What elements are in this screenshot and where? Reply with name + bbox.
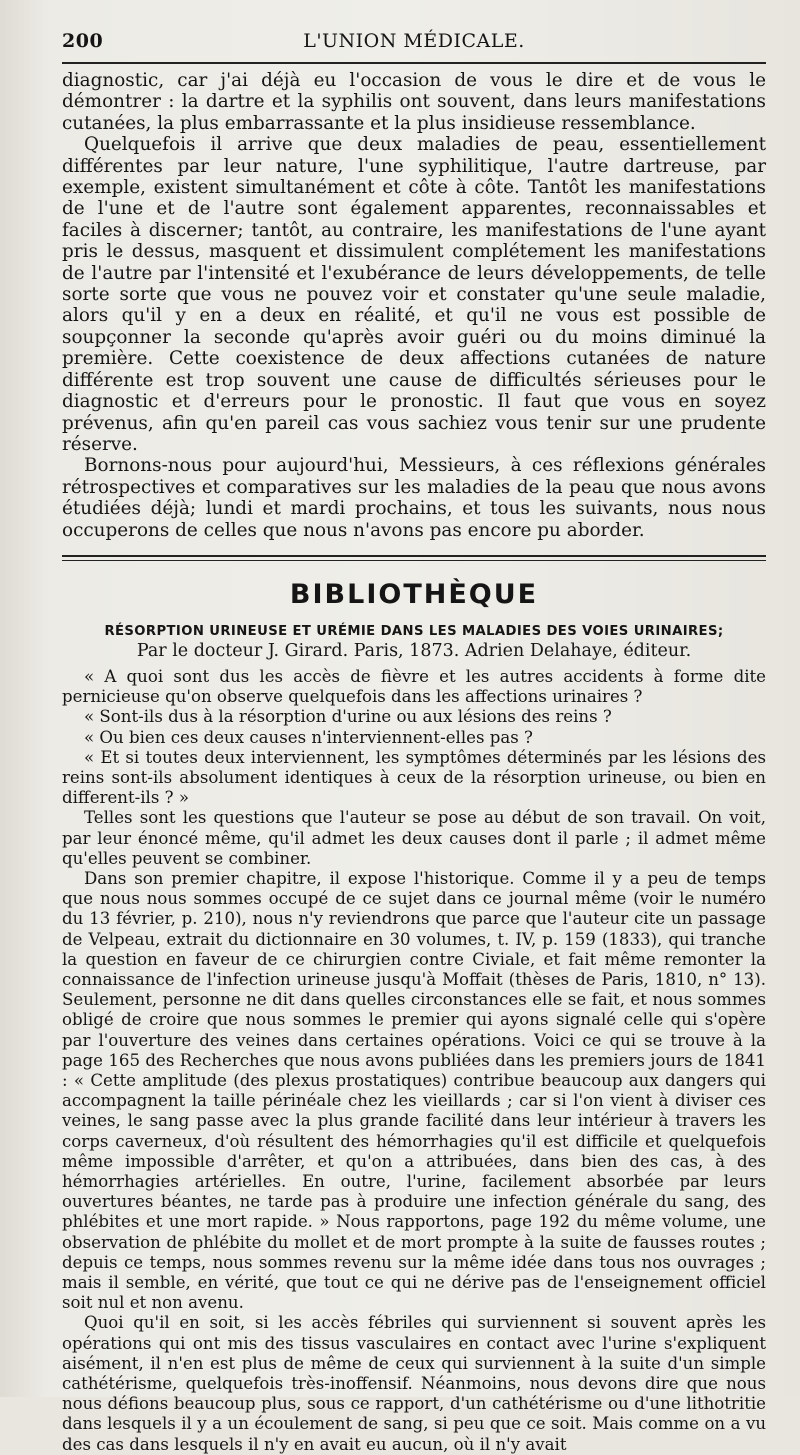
review-paragraph: « Ou bien ces deux causes n'interviennent-elles pas ? xyxy=(84,727,533,747)
lecture-paragraph-1: diagnostic, car j'ai déjà eu l'occasion de vous le dire et de vous le démontrer : la dartre et la syphilis ont souvent, dans leurs manifestations cutanées, la plus embarrassante et la plus insidieuse ressemblance. xyxy=(62,70,766,134)
header-rule xyxy=(62,62,766,64)
review-body xyxy=(62,667,766,1455)
lecture-paragraph-2: Quelquefois il arrive que deux maladies de peau, essentiellement différentes par leur nature, l'une syphilitique, l'autre dartreuse, par exemple, existent simultanément et côte à côte. Tantôt les manifestations de l'une et de l'autre sont également apparentes, reconnaissables et faciles à discerner; tantôt, au contraire, les manifestations de l'une ayant pris le dessus, masquent et dissimulent complétement les manifestations de l'autre par l'intensité et l'exubérance de leurs développements, de telle sorte sorte que vous ne pouvez voir et constater qu'une seule maladie, alors qu'il y en a deux en réalité, et qu'il ne vous est possible de soupçonner la seconde qu'après avoir guéri ou du moins diminué la première. Cette coexistence de deux affections cutanées de nature différente est trop souvent une cause de difficultés sérieuses pour le diagnostic et d'erreurs pour le pronostic. Il faut que vous en soyez prévenus, afin qu'en pareil cas vous sachiez vous tenir sur une prudente réserve. xyxy=(62,134,766,455)
running-head xyxy=(62,28,766,58)
section-divider xyxy=(62,555,766,561)
review-paragraph: « Sont-ils dus à la résorption d'urine ou aux lésions des reins ? xyxy=(84,707,612,727)
review-title: RÉSORPTION URINEUSE ET URÉMIE DANS LES MALADIES DES VOIES URINAIRES; xyxy=(104,623,724,639)
review-paragraph: « A quoi sont dus les accès de fièvre et les autres accidents à forme dite pernicieuse qu'on observe quelquefois dans les affections urinaires ? xyxy=(62,666,766,707)
review-paragraph: « Et si toutes deux interviennent, les symptômes déterminés par les lésions des reins sont-ils absolument identiques à ceux de la résorption urineuse, ou bien en different-ils ? » xyxy=(62,747,766,808)
review-byline: Par le docteur J. Girard. Paris, 1873. Adrien Delahaye, éditeur. xyxy=(136,640,692,661)
review-paragraph: Telles sont les questions que l'auteur se pose au début de son travail. On voit, par leur énoncé même, qu'il admet les deux causes dont il parle ; il admet même qu'elles peuvent se combiner. xyxy=(62,808,766,868)
review-paragraph: Quoi qu'il en soit, si les accès fébriles qui surviennent si souvent après les opérations qui ont mis des tissus vasculaires en contact avec l'urine s'expliquent aisément, il n'en est plus de même de ceux qui surviennent à la suite d'un simple cathétérisme, quelquefois très-inoffensif. Néanmoins, nous devons dire que nous nous défions beaucoup plus, sous ce rapport, d'un cathétérisme ou d'une lithotritie dans lesquels il y a un écoulement de sang, si peu que ce soit. Mais comme on a vu des cas dans lesquels il n'y en avait eu aucun, où il n'y avait xyxy=(62,1313,766,1454)
section-title-bibliotheque: BIBLIOTHÈQUE xyxy=(289,578,539,610)
lecture-paragraph-3: Bornons-nous pour aujourd'hui, Messieurs, à ces réflexions générales rétrospectives et comparatives sur les maladies de la peau que nous avons étudiées déjà; lundi et mardi prochains, et tous les suivants, nous nous occuperons de celles que nous n'avons pas encore pu aborder. xyxy=(62,455,766,541)
review-paragraph: Dans son premier chapitre, il expose l'historique. Comme il y a peu de temps que nous nous sommes occupé de ce sujet dans ce journal même (voir le numéro du 13 février, p. 210), nous n'y reviendrons que parce que l'auteur cite un passage de Velpeau, extrait du dictionnaire en 30 volumes, t. IV, p. 159 (1833), qui tranche la question en faveur de ce chirurgien contre Civiale, et fait même remonter la connaissance de l'infection urineuse jusqu'à Moffait (thèses de Paris, 1810, n° 13). Seulement, personne ne dit dans quelles circonstances elle se fait, et nous sommes obligé de croire que nous sommes le premier qui ayons signalé celle qui s'opère par l'ouverture des veines dans certaines opérations. Voici ce qui se trouve à la page 165 des Recherches que nous avons publiées dans les premiers jours de 1841 : « Cette amplitude (des plexus prostatiques) contribue beaucoup aux dangers qui accompagnent la taille périnéale chez les vieillards ; car si l'on vient à diviser ces veines, le sang passe avec la plus grande facilité dans leur intérieur à travers les corps caverneux, d'où résultent des hémorrhagies qu'il est difficile et quelquefois même impossible d'arrêter, et qu'on a attribuées, dans bien des cas, à des hémorrhagies artérielles. En outre, l'urine, facilement absorbée par leurs ouvertures béantes, ne tarde pas à produire une infection générale du sang, des phlébites et une mort rapide. » Nous rapportons, page 192 du même volume, une observation de phlébite du mollet et de mort prompte à la suite de fausses routes ; depuis ce temps, nous sommes revenu sur la même idée dans tous nos ouvrages ; mais il semble, en vérité, que tout ce qui ne dérive pas de l'enseignement officiel soit nul et non avenu. xyxy=(62,868,766,1313)
journal-title: L'UNION MÉDICALE. xyxy=(303,30,525,52)
page-number: 200 xyxy=(62,30,104,52)
